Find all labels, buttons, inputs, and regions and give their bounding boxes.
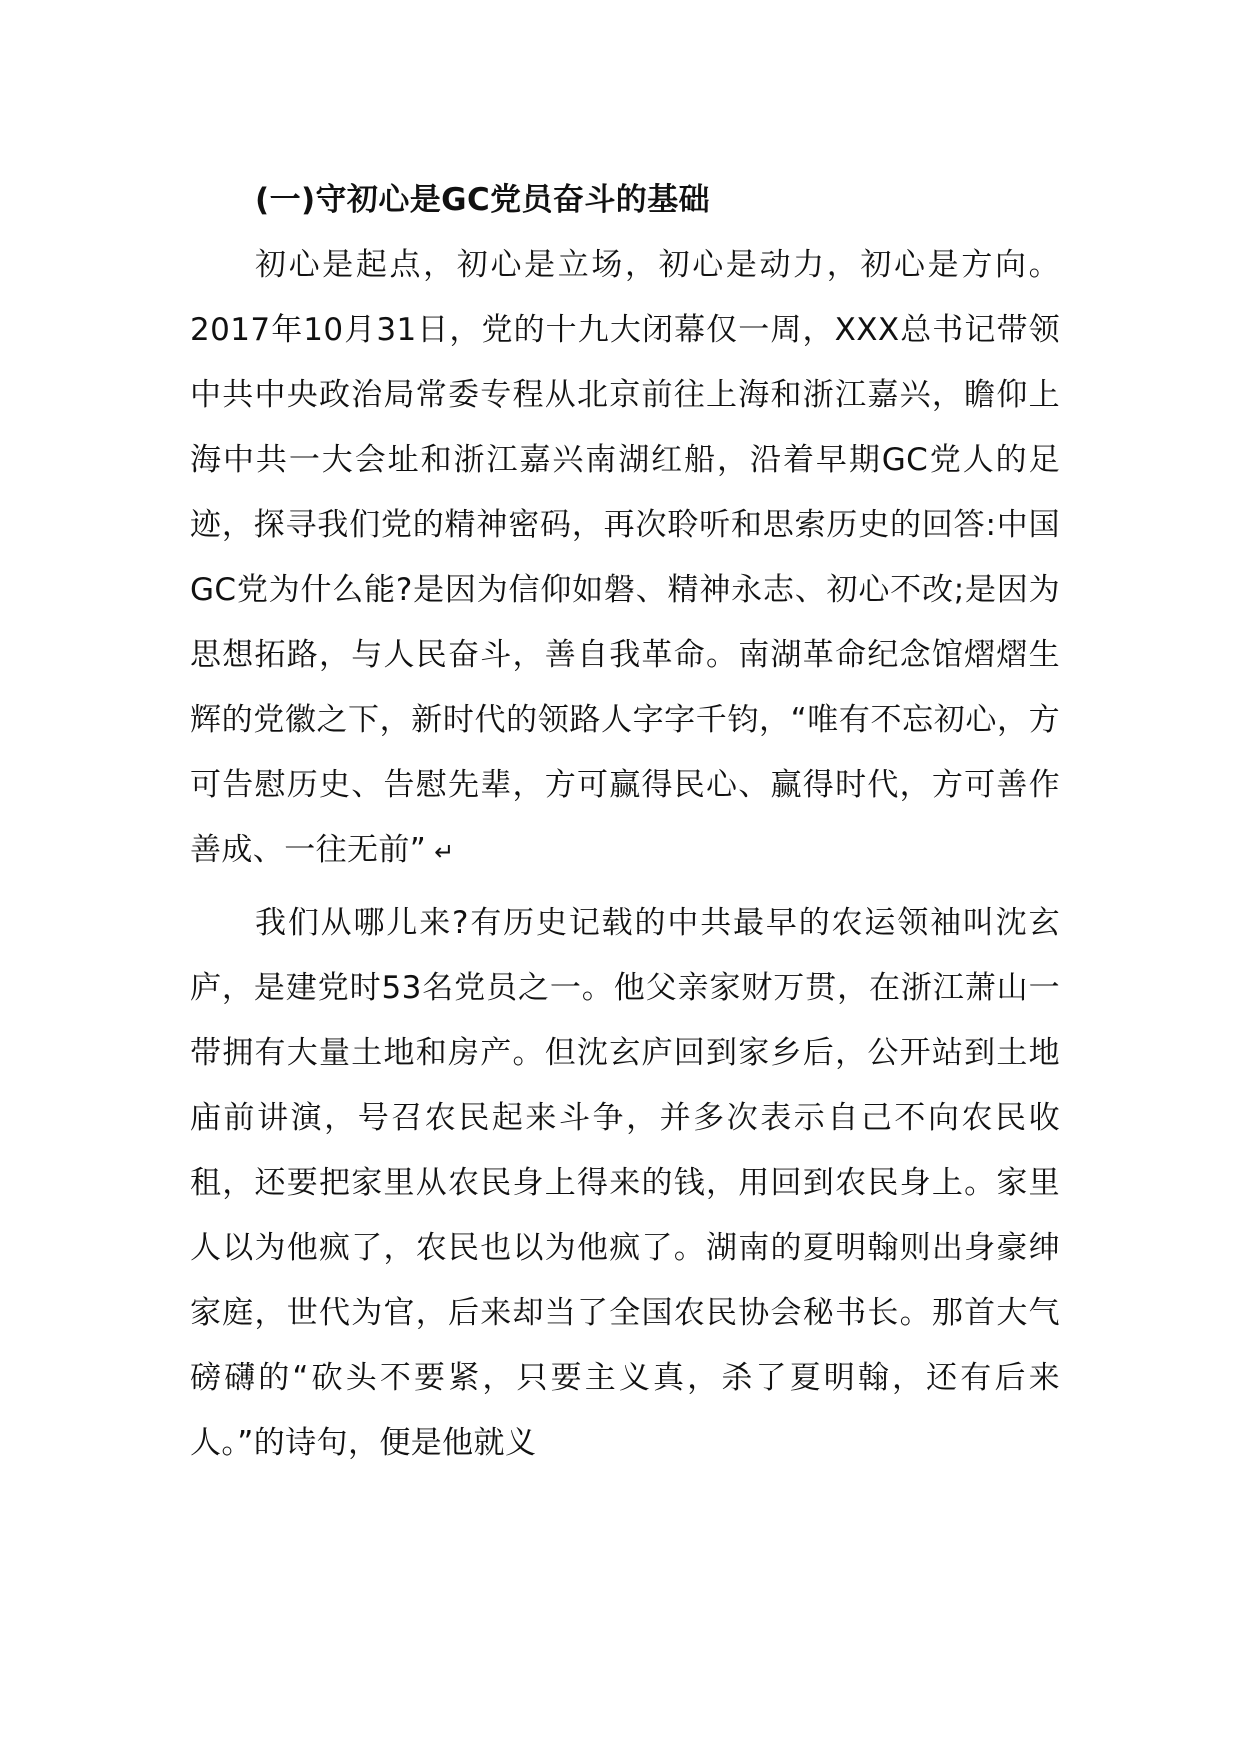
paragraph-1 <box>190 233 1060 885</box>
return-mark-icon: ↵ <box>434 838 455 866</box>
paragraph-1-text: 初心是起点，初心是立场，初心是动力，初心是方向。2017年10月31日，党的十九大闭幕仅一周，XXX总书记带领中共中央政治局常委专程从北京前往上海和浙江嘉兴，瞻仰上海中共一大会址和浙江嘉兴南湖红船，沿着早期GC党人的足迹，探寻我们党的精神密码，再次聆听和思索历史的回答:中国GC党为什么能?是因为信仰如磐、精神永志、初心不改;是因为思想拓路，与人民奋斗，善自我革命。南湖革命纪念馆熠熠生辉的党徽之下，新时代的领路人字字千钧，“唯有不忘初心，方可告慰历史、告慰先辈，方可赢得民心、赢得时代，方可善作善成、一往无前” <box>190 247 1060 868</box>
document-body <box>190 168 1060 1476</box>
section-heading: (一)守初心是GC党员奋斗的基础 <box>255 182 710 218</box>
paragraph-2: 我们从哪儿来?有历史记载的中共最早的农运领袖叫沈玄庐，是建党时53名党员之一。他父亲家财万贯，在浙江萧山一带拥有大量土地和房产。但沈玄庐回到家乡后，公开站到土地庙前讲演，号召农民起来斗争，并多次表示自己不向农民收租，还要把家里从农民身上得来的钱，用回到农民身上。家里人以为他疯了，农民也以为他疯了。湖南的夏明翰则出身豪绅家庭，世代为官，后来却当了全国农民协会秘书长。那首大气磅礴的“砍头不要紧，只要主义真，杀了夏明翰，还有后来人。”的诗句，便是他就义 <box>190 905 1060 1461</box>
